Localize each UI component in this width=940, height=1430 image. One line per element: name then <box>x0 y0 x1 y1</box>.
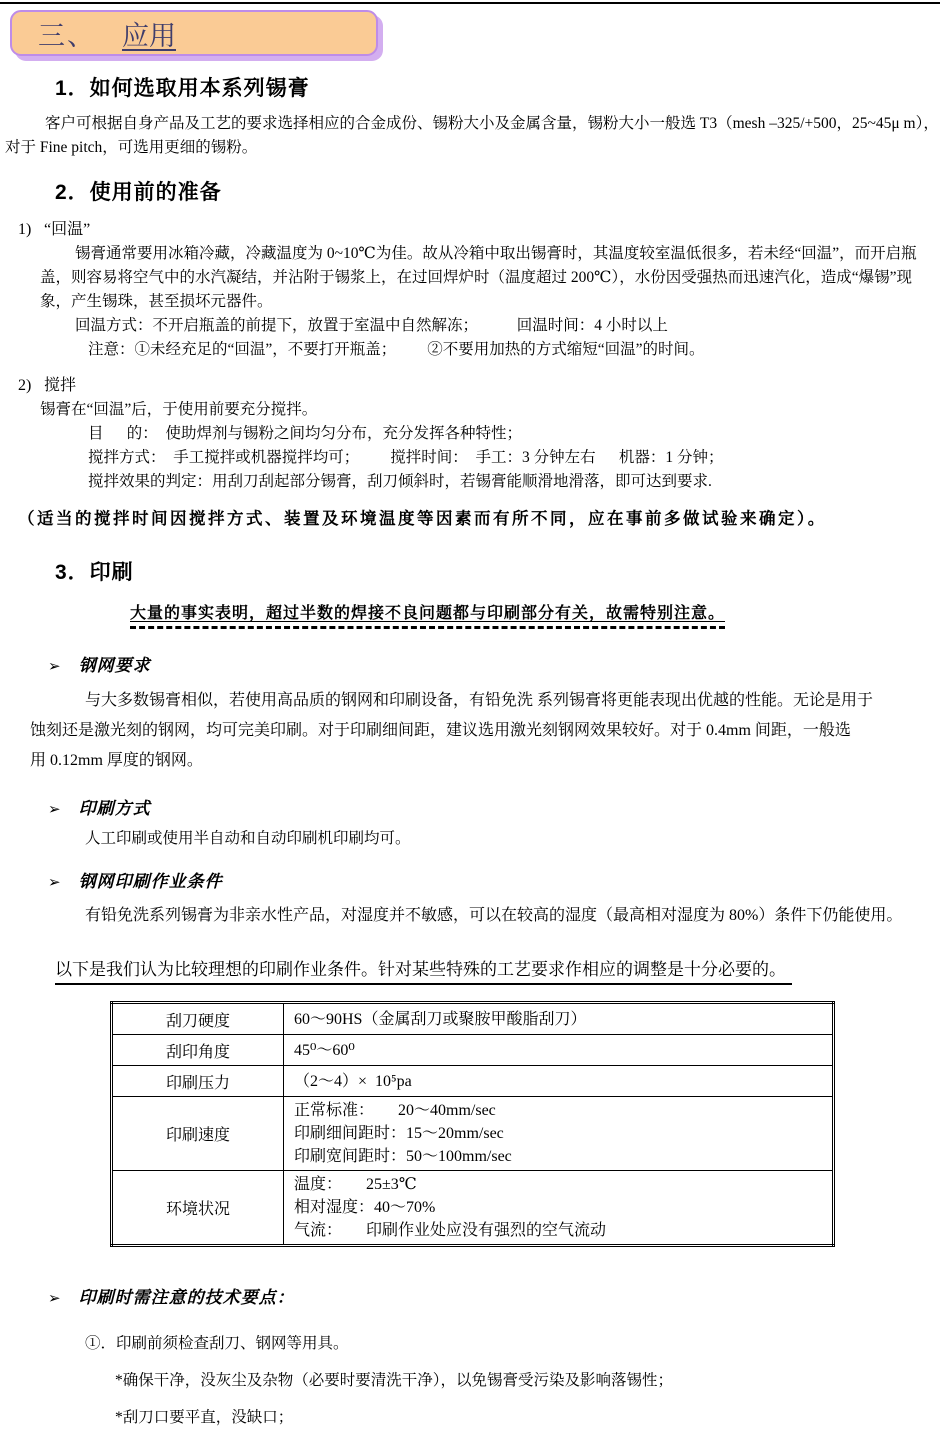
table-row <box>112 1097 834 1171</box>
item-title: 搅拌 <box>44 377 77 394</box>
rewarming-body-line: 盖，则容易将空气中的水汽凝结，并沾附于锡浆上，在过回焊炉时（温度超过 200℃），水份因受强热而迅速汽化，造成“爆锡”现 <box>40 269 912 286</box>
rewarming-body-line: 象，产生锡珠，甚至损坏元器件。 <box>40 293 273 310</box>
rewarming-note-line: 注意：①未经充足的“回温”，不要打开瓶盖； ②不要用加热的方式缩短“回温”的时间。 <box>88 341 705 358</box>
heading-printing: 3．印刷 <box>55 561 134 584</box>
table-row <box>112 1003 834 1035</box>
table-row <box>112 1066 834 1097</box>
row-value-line: （2～4）× 10⁵pa <box>294 1072 412 1090</box>
bullet-printing-conditions <box>48 867 940 892</box>
section-title: 应用 <box>122 20 176 51</box>
row-label: 印刷压力 <box>112 1066 284 1097</box>
arrowhead-bullet-icon: ➢ <box>48 657 61 675</box>
heading-preparation: 2．使用前的准备 <box>55 181 222 204</box>
item-title: “回温” <box>44 221 91 238</box>
arrowhead-bullet-icon: ➢ <box>48 873 61 891</box>
stirring-detail-line: 目 的： 使助焊剂与锡粉之间均匀分布，充分发挥各种特性； <box>88 425 523 442</box>
table-row <box>112 1171 834 1246</box>
row-value-line: 印刷细间距时：15～20mm/sec <box>294 1125 504 1142</box>
stencil-req-line: 用 0.12mm 厚度的钢网。 <box>30 752 203 769</box>
paragraph-select-line: 对于 Fine pitch，可选用更细的锡粉。 <box>5 139 258 156</box>
top-rule <box>0 2 940 4</box>
bullet-technical-points <box>48 1283 940 1308</box>
printing-conditions-line: 有铅免洗系列锡膏为非亲水性产品，对湿度并不敏感，可以在较高的湿度（最高相对湿度为 80%）条件下仍能使用。 <box>85 907 903 924</box>
row-value <box>284 1066 834 1097</box>
check-note-line: *确保干净，没灰尘及杂物（必要时要清洗干净），以免锡膏受污染及影响落锡性； <box>115 1372 674 1389</box>
printing-conditions-table <box>110 1001 835 1247</box>
rewarming-body-line: 锡膏通常要用冰箱冷藏，冷藏温度为 0~10℃为佳。故从冷箱中取出锡膏时，其温度较室温低很多，若未经“回温”，而开启瓶 <box>75 245 917 262</box>
row-value-line: 60～90HS（金属刮刀或聚胺甲酸脂刮刀） <box>294 1010 587 1028</box>
rewarming-method-line: 回温方式：不开启瓶盖的前提下，放置于室温中自然解冻； 回温时间：4 小时以上 <box>75 317 668 334</box>
row-value <box>284 1035 834 1066</box>
arrowhead-bullet-icon: ➢ <box>48 1289 61 1307</box>
row-value-line: 气流： 印刷作业处应没有强烈的空气流动 <box>294 1222 607 1239</box>
arrowhead-bullet-icon: ➢ <box>48 800 61 818</box>
bullet-title: 印刷时需注意的技术要点： <box>78 1288 295 1307</box>
printing-emphasis-wrap <box>130 600 940 629</box>
item-marker: 2) <box>18 377 32 394</box>
heading-select-paste: 1．如何选取用本系列锡膏 <box>55 77 310 100</box>
row-value-line: 印刷宽间距时：50～100mm/sec <box>294 1148 512 1165</box>
row-value-line: 正常标准： 20～40mm/sec <box>294 1102 496 1119</box>
row-value <box>284 1097 834 1171</box>
section-header-box <box>10 10 378 56</box>
stirring-bold-note: （适当的搅拌时间因搅拌方式、装置及环境温度等因素而有所不同，应在事前多做试验来确定）。 <box>18 510 827 528</box>
item-marker: 1) <box>18 221 32 238</box>
stencil-req-line: 与大多数锡膏相似，若使用高品质的钢网和印刷设备，有铅免洗 系列锡膏将更能表现出优越的性能。无论是用于 <box>85 692 874 709</box>
bullet-title: 钢网要求 <box>78 656 151 675</box>
row-value <box>284 1003 834 1035</box>
stirring-detail-line: 搅拌方式： 手工搅拌或机器搅拌均可； 搅拌时间： 手工：3 分钟左右 机器：1 分钟； <box>88 449 724 466</box>
table-intro: 以下是我们认为比较理想的印刷作业条件。针对某些特殊的工艺要求作相应的调整是十分必要的。 <box>55 955 792 985</box>
bullet-title: 印刷方式 <box>78 799 151 818</box>
table-row <box>112 1035 834 1066</box>
printing-method-line: 人工印刷或使用半自动和自动印刷机印刷均可。 <box>85 830 411 847</box>
paragraph-select-line: 客户可根据自身产品及工艺的要求选择相应的合金成份、锡粉大小及金属含量，锡粉大小一般选 T3（mesh –325/+500，25~45μ m）， <box>45 115 939 132</box>
stencil-req-line: 蚀刻还是激光刻的钢网，均可完美印刷。对于印刷细间距，建议选用激光刻钢网效果较好。对于 0.4mm 间距，一般选 <box>30 722 851 739</box>
bullet-stencil-requirements <box>48 651 940 676</box>
check-tools-item: ①．印刷前须检查刮刀、钢网等用具。 <box>85 1335 349 1352</box>
row-value-line: 45⁰～60⁰ <box>294 1041 355 1059</box>
row-value <box>284 1171 834 1246</box>
table-intro-wrap <box>55 955 940 985</box>
item-stirring <box>18 374 940 398</box>
row-label: 刮刀硬度 <box>112 1003 284 1035</box>
bullet-printing-method <box>48 794 940 819</box>
row-label: 印刷速度 <box>112 1097 284 1171</box>
row-label: 刮印角度 <box>112 1035 284 1066</box>
check-note-line: *刮刀口要平直，没缺口； <box>115 1409 294 1426</box>
stirring-intro-line: 锡膏在“回温”后，于使用前要充分搅拌。 <box>40 401 318 418</box>
row-value-line: 温度： 25±3℃ <box>294 1176 417 1193</box>
item-rewarming <box>18 218 940 242</box>
printing-emphasis: 大量的事实表明，超过半数的焊接不良问题都与印刷部分有关，故需特别注意。 <box>130 600 725 629</box>
bullet-title: 钢网印刷作业条件 <box>78 872 223 891</box>
section-number: 三、 <box>38 20 96 51</box>
stirring-detail-line: 搅拌效果的判定：用刮刀刮起部分锡膏，刮刀倾斜时，若锡膏能顺滑地滑落，即可达到要求. <box>88 473 712 490</box>
row-label: 环境状况 <box>112 1171 284 1246</box>
row-value-line: 相对湿度：40～70% <box>294 1199 436 1216</box>
